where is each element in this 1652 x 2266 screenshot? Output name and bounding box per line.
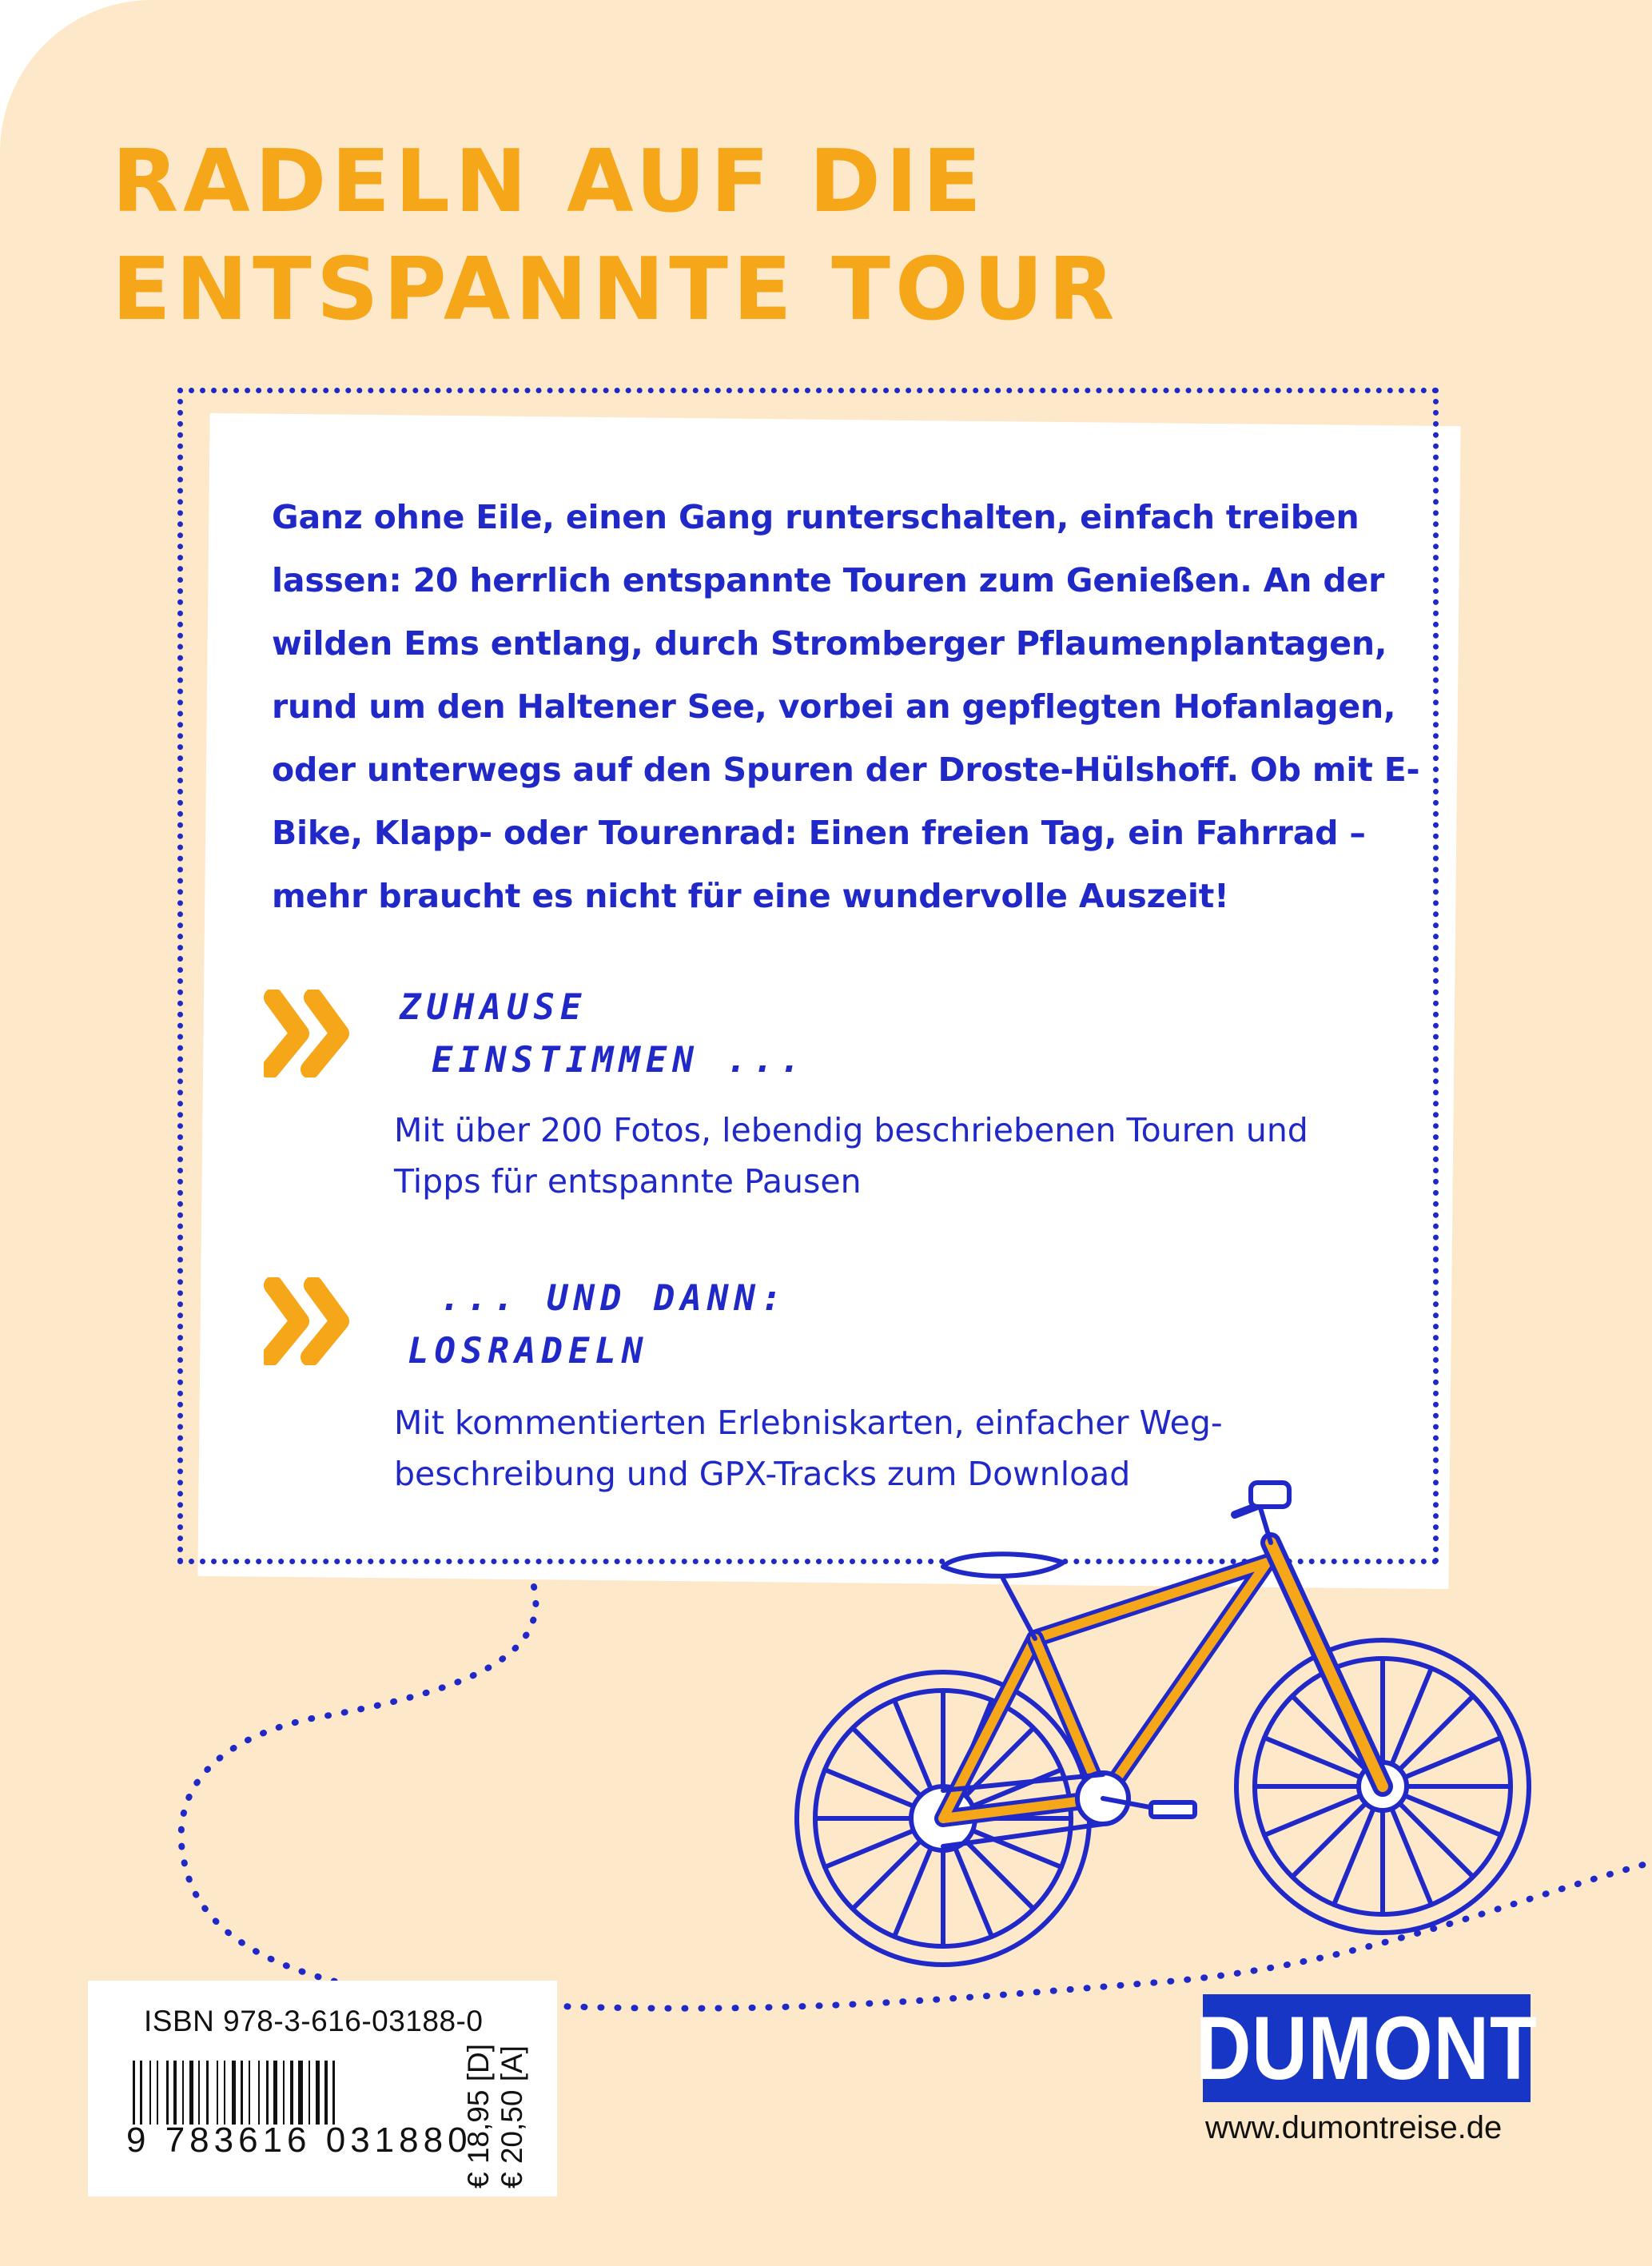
price-germany: € 18,95 [D]	[462, 2043, 495, 2188]
barcode	[133, 2061, 452, 2125]
intro-text: Ganz ohne Eile, einen Gang runterschalten, einfach treiben lassen: 20 herrlich entspannte Touren zum Genießen. An der wilden Ems entlang, durch Stromberger Pflaumenplantagen, rund um den Haltener See, vorbei an gepflegten Hofanlagen, oder unterwegs auf den Spuren der Droste-Hülshoff. Ob mit E-Bike, Klapp- oder Tourenrad: Einen freien Tag, ein Fahrrad – mehr braucht es nicht für eine wundervolle Auszeit!	[272, 498, 1420, 915]
feature-label-2-line-2: LOSRADELN	[408, 1331, 649, 1372]
price-austria: € 20,50 [A]	[496, 2045, 528, 2188]
publisher-url: www.dumontreise.de	[1205, 2110, 1503, 2145]
feature-label-1-line-2: EINSTIMMEN ...	[432, 1040, 806, 1081]
publisher-logo	[1196, 1994, 1538, 2102]
feature-text-1: Mit über 200 Fotos, lebendig beschriebenen Touren und Tipps für entspannte Pausen	[394, 1111, 1308, 1201]
isbn-barcode-block	[88, 1981, 557, 2196]
feature-text-2: Mit kommentierten Erlebniskarten, einfacher Weg-beschreibung und GPX-Tracks zum Download	[394, 1404, 1223, 1493]
barcode-digits: 9 783616 031880	[126, 2121, 472, 2160]
feature-label-2-line-1: ... UND DANN:	[440, 1278, 788, 1319]
isbn-number: ISBN 978-3-616-03188-0	[144, 2005, 484, 2037]
headline-line-2: ENTSPANNTE TOUR	[112, 240, 1120, 340]
price-block	[462, 2005, 528, 2188]
publisher-logo-text: DUMONT	[1196, 1997, 1538, 2098]
feature-label-1-line-1: ZUHAUSE	[400, 987, 587, 1028]
headline-line-1: RADELN AUF DIE	[112, 132, 986, 232]
